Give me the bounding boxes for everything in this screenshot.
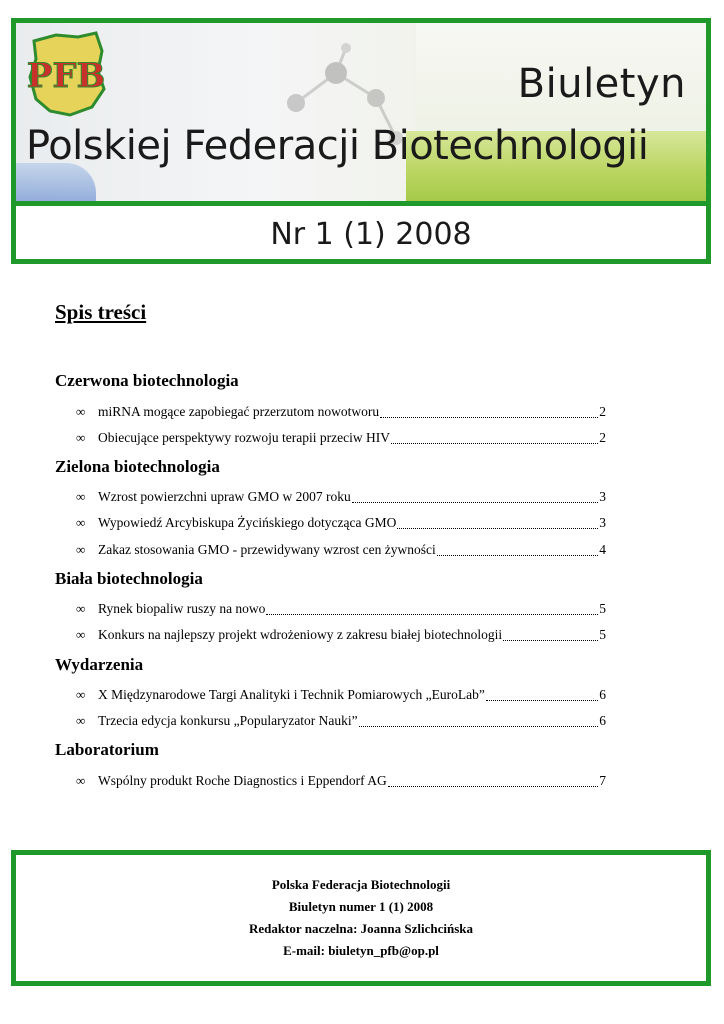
toc-section-title: Czerwona biotechnologia bbox=[55, 371, 239, 390]
toc-section-title: Zielona biotechnologia bbox=[55, 457, 220, 476]
infinity-bullet-icon: ∞ bbox=[76, 713, 86, 728]
dot-leader bbox=[397, 528, 598, 529]
pfb-logo bbox=[26, 31, 106, 119]
logo-text: PFB bbox=[26, 56, 106, 96]
toc-entry-label: miRNA mogące zapobiegać przerzutom nowotworu bbox=[98, 404, 380, 419]
toc-entry-label: Wypowiedź Arcybiskupa Życińskiego dotycząca GMO bbox=[98, 515, 397, 530]
footer-email[interactable]: E-mail: biuletyn_pfb@op.pl bbox=[283, 943, 439, 958]
header-divider bbox=[16, 201, 706, 206]
toc-entry-page: 7 bbox=[599, 773, 606, 788]
dot-leader bbox=[352, 502, 599, 503]
dot-leader bbox=[388, 786, 599, 787]
toc-entry-label: Obiecujące perspektywy rozwoju terapii przeciw HIV bbox=[98, 430, 391, 445]
infinity-bullet-icon: ∞ bbox=[76, 515, 86, 530]
dot-leader bbox=[391, 443, 598, 444]
banner-title-line2: Polskiej Federacji Biotechnologii bbox=[26, 123, 649, 169]
header-box bbox=[11, 18, 711, 264]
toc-entry-page: 5 bbox=[599, 627, 606, 642]
toc-entry-page: 2 bbox=[599, 404, 606, 419]
toc-entry-page: 6 bbox=[599, 687, 606, 702]
toc-entry[interactable] bbox=[76, 515, 606, 533]
toc-entry[interactable] bbox=[76, 542, 606, 560]
toc-entry[interactable] bbox=[76, 773, 606, 791]
toc-entry-page: 5 bbox=[599, 601, 606, 616]
issue-number: Nr 1 (1) 2008 bbox=[270, 217, 472, 252]
dot-leader bbox=[380, 417, 598, 418]
toc-section-title: Laboratorium bbox=[55, 740, 159, 759]
header-banner bbox=[16, 23, 706, 201]
footer-organization: Polska Federacja Biotechnologii bbox=[271, 877, 451, 892]
toc-entry[interactable] bbox=[76, 627, 606, 645]
toc-heading: Spis treści bbox=[55, 300, 147, 324]
toc-entry-label: Wspólny produkt Roche Diagnostics i Eppendorf AG bbox=[98, 773, 387, 788]
toc-entry-label: Wzrost powierzchni upraw GMO w 2007 roku bbox=[98, 489, 351, 504]
toc-entry[interactable] bbox=[76, 430, 606, 448]
toc-entry-label: Konkurs na najlepszy projekt wdrożeniowy z zakresu białej biotechnologii bbox=[98, 627, 503, 642]
toc-entry-label: X Międzynarodowe Targi Analityki i Technik Pomiarowych „EuroLab” bbox=[98, 687, 485, 702]
footer-issue: Biuletyn numer 1 (1) 2008 bbox=[288, 899, 434, 914]
toc-entry[interactable] bbox=[76, 404, 606, 422]
toc-entry[interactable] bbox=[76, 489, 606, 507]
toc-entry-page: 6 bbox=[599, 713, 606, 728]
toc-entry-page: 3 bbox=[599, 515, 606, 530]
toc-entry[interactable] bbox=[76, 601, 606, 619]
infinity-bullet-icon: ∞ bbox=[76, 687, 86, 702]
toc-entry[interactable] bbox=[76, 713, 606, 731]
toc-entry-label: Rynek biopaliw ruszy na nowo bbox=[98, 601, 266, 616]
toc-entry-page: 3 bbox=[599, 489, 606, 504]
dot-leader bbox=[503, 640, 598, 641]
toc-section-title: Biała biotechnologia bbox=[55, 569, 203, 588]
infinity-bullet-icon: ∞ bbox=[76, 404, 86, 419]
dot-leader bbox=[437, 555, 598, 556]
dot-leader bbox=[266, 614, 598, 615]
toc-entry[interactable] bbox=[76, 687, 606, 705]
infinity-bullet-icon: ∞ bbox=[76, 773, 86, 788]
banner-title-line1: Biuletyn bbox=[517, 61, 686, 107]
infinity-bullet-icon: ∞ bbox=[76, 489, 86, 504]
footer-box bbox=[11, 850, 711, 986]
dot-leader bbox=[486, 700, 598, 701]
infinity-bullet-icon: ∞ bbox=[76, 430, 86, 445]
infinity-bullet-icon: ∞ bbox=[76, 627, 86, 642]
infinity-bullet-icon: ∞ bbox=[76, 601, 86, 616]
toc-entry-label: Zakaz stosowania GMO - przewidywany wzrost cen żywności bbox=[98, 542, 436, 557]
infinity-bullet-icon: ∞ bbox=[76, 542, 86, 557]
toc-section-title: Wydarzenia bbox=[55, 655, 144, 674]
footer-editor: Redaktor naczelna: Joanna Szlichcińska bbox=[248, 921, 474, 936]
toc-entry-page: 4 bbox=[599, 542, 606, 557]
dot-leader bbox=[359, 726, 599, 727]
toc-entry-label: Trzecia edycja konkursu „Popularyzator Nauki” bbox=[98, 713, 358, 728]
toc-entry-page: 2 bbox=[599, 430, 606, 445]
